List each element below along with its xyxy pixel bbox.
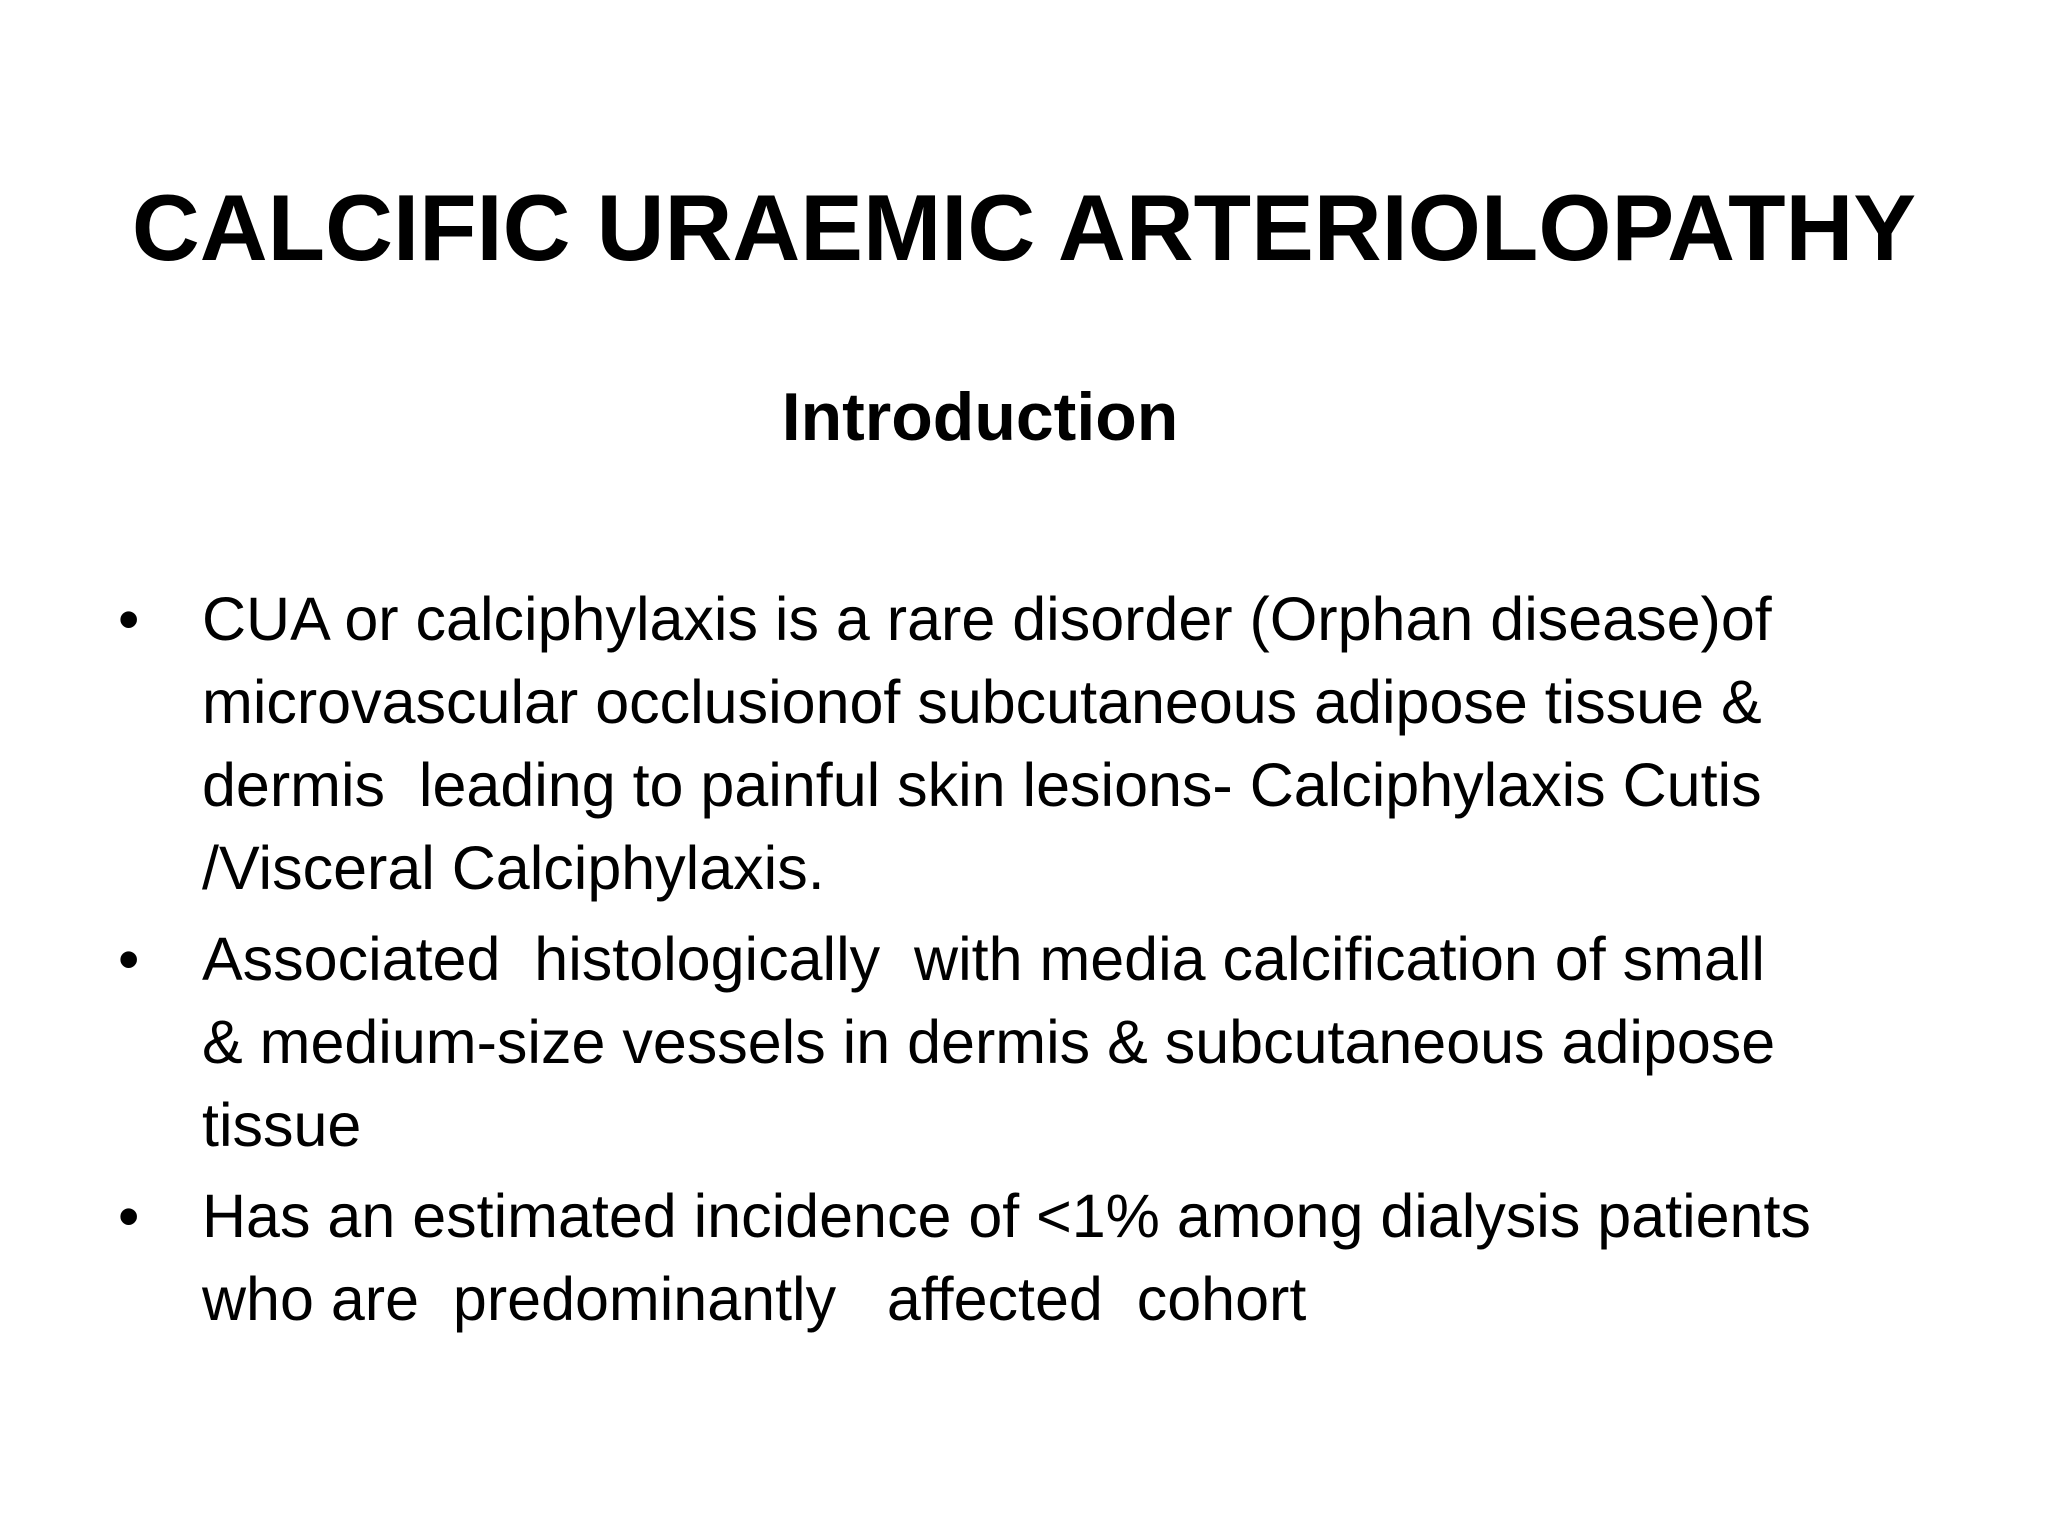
bullet-line: CUA or calciphylaxis is a rare disorder (Orphan disease)of	[202, 585, 1772, 653]
bullet-icon: •	[118, 925, 140, 993]
bullet-line: & medium-size vessels in dermis & subcutaneous adipose	[202, 1008, 1776, 1076]
slide-body	[118, 578, 1998, 1349]
bullet-line: microvascular occlusionof subcutaneous adipose tissue &	[202, 668, 1762, 736]
bullet-item	[118, 1175, 1998, 1341]
bullet-icon: •	[118, 585, 140, 653]
bullet-line: /Visceral Calciphylaxis.	[202, 834, 825, 902]
bullet-line: who are predominantly affected cohort	[202, 1265, 1307, 1333]
bullet-line: dermis leading to painful skin lesions- Calciphylaxis Cutis	[202, 751, 1762, 819]
bullet-line: Associated histologically with media calcification of small	[202, 925, 1765, 993]
bullet-item	[118, 578, 1998, 910]
slide-title: CALCIFIC URAEMIC ARTERIOLOPATHY	[131, 175, 1917, 280]
bullet-list	[118, 578, 1998, 1341]
bullet-line: Has an estimated incidence of <1% among dialysis patients	[202, 1182, 1811, 1250]
slide-subtitle: Introduction	[781, 379, 1179, 455]
bullet-line: tissue	[202, 1091, 362, 1159]
bullet-icon: •	[118, 1182, 140, 1250]
bullet-item	[118, 918, 1998, 1167]
